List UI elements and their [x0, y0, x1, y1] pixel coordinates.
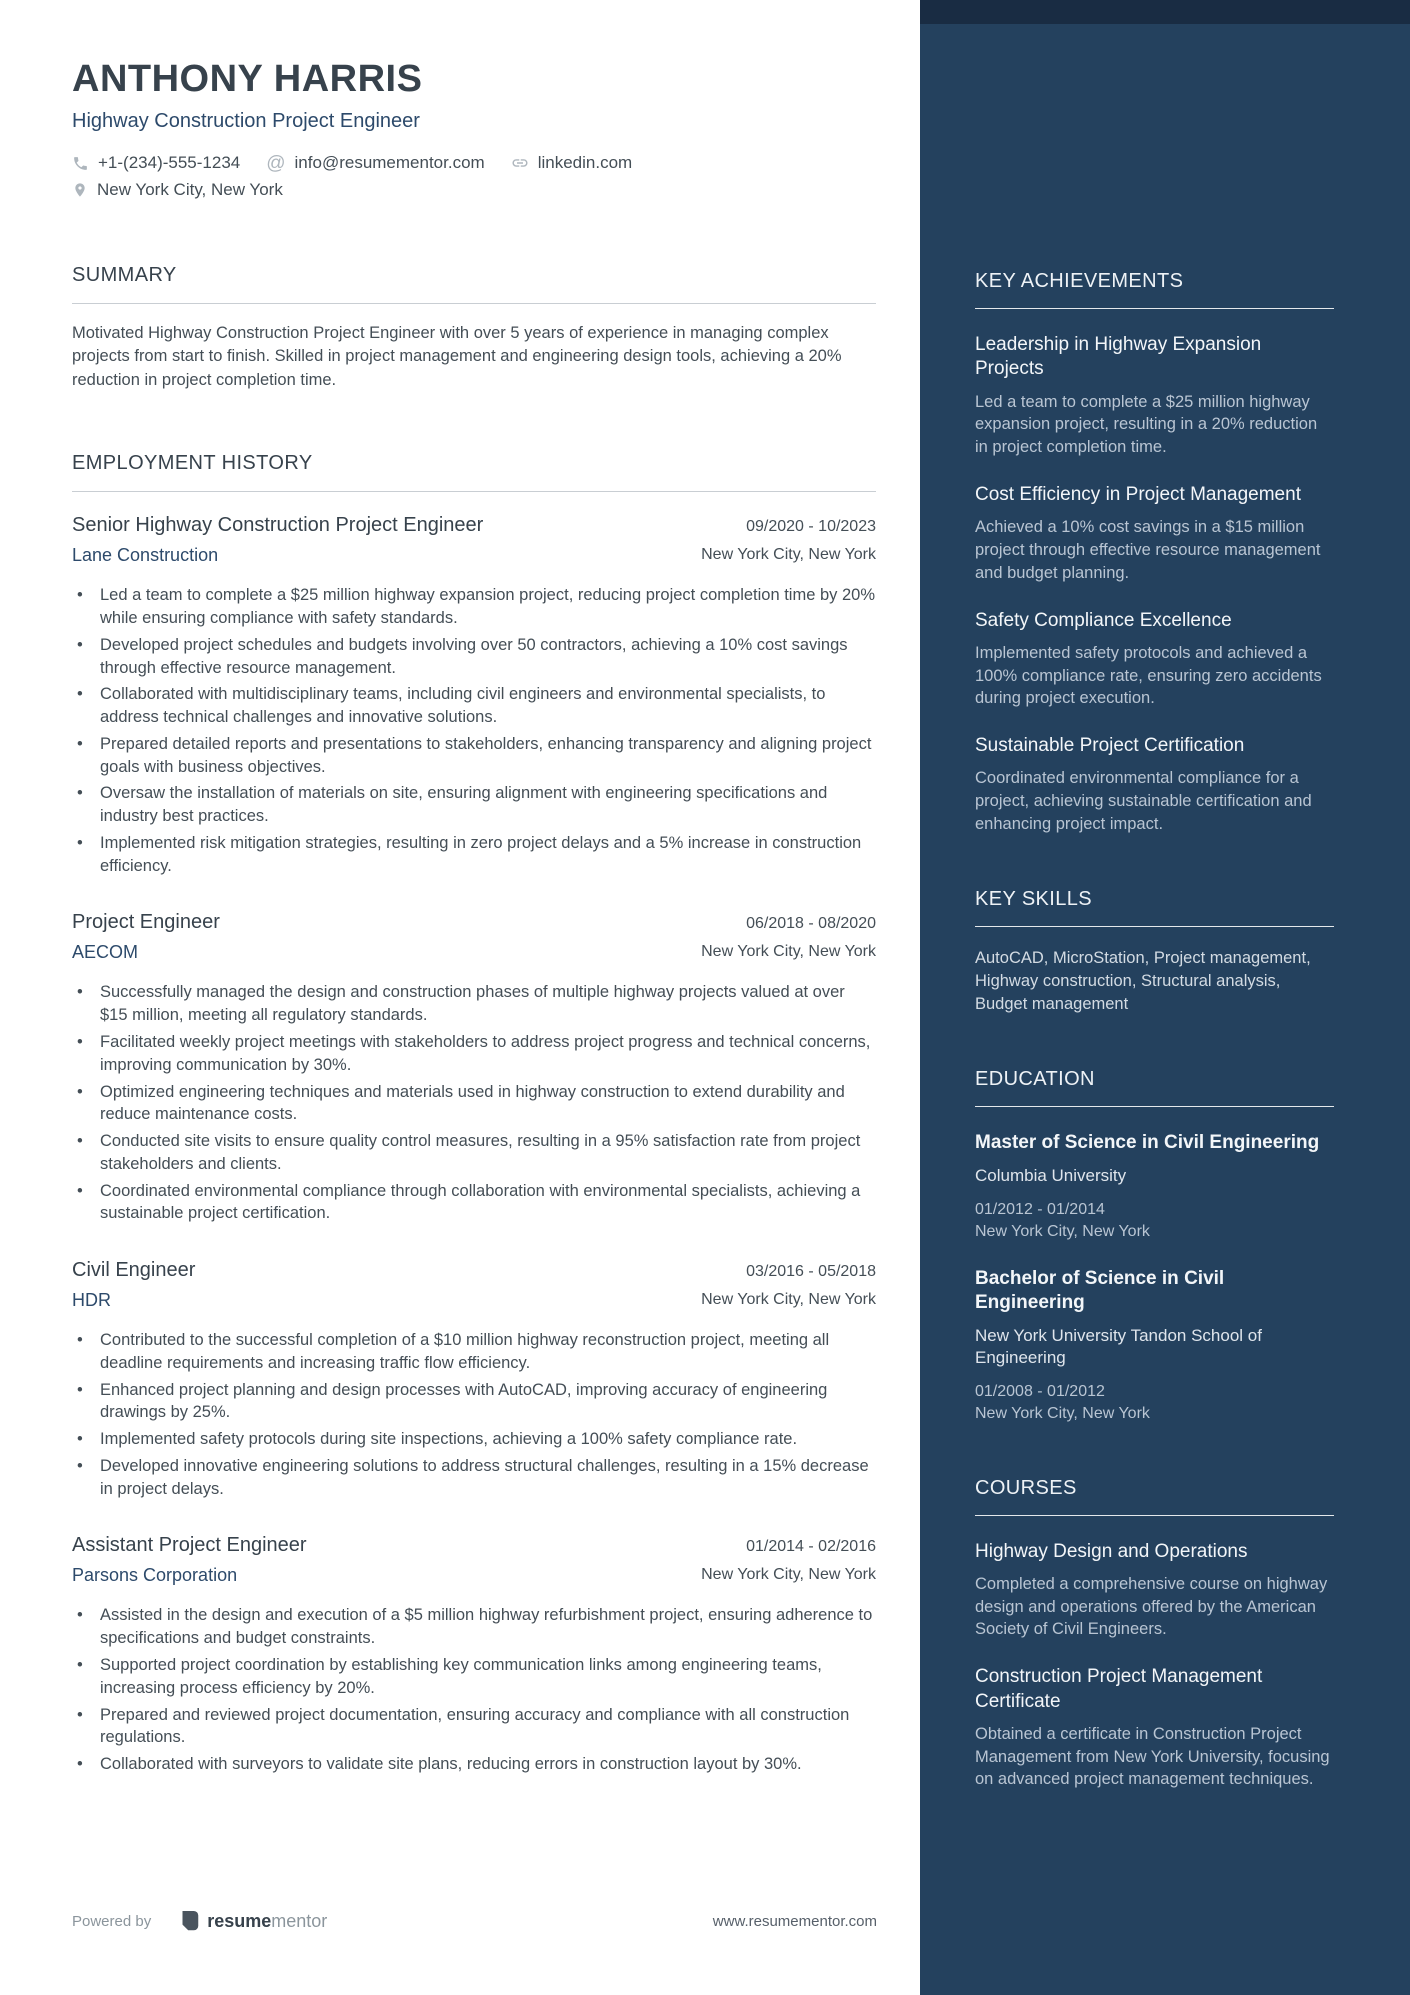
course-item: [975, 1540, 1334, 1642]
achievement-item: [975, 609, 1334, 711]
at-icon: @: [266, 152, 286, 174]
job-bullet: • Coordinated environmental compliance through collaboration with environmental specialists, achieving a sustainable project certification.: [72, 1180, 876, 1226]
course-text: Obtained a certificate in Construction Project Management from New York University, focusing on advanced project management techniques.: [975, 1724, 1330, 1789]
key-skills-heading: KEY SKILLS: [975, 888, 1334, 927]
phone-icon: [72, 155, 89, 172]
job-company: AECOM: [72, 942, 139, 963]
linkedin-item[interactable]: [511, 153, 633, 173]
job-bullet: • Optimized engineering techniques and materials used in highway construction to extend durability and reduce maintenance costs.: [72, 1081, 876, 1127]
achievement-title: Cost Efficiency in Project Management: [975, 483, 1301, 505]
location-pin-icon: [72, 181, 88, 199]
courses-heading: COURSES: [975, 1477, 1334, 1516]
education-school: Columbia University: [975, 1166, 1127, 1186]
job-bullet: • Successfully managed the design and construction phases of multiple highway projects valued at over $15 million, meeting all regulatory standards.: [72, 981, 876, 1027]
job-bullet: • Implemented safety protocols during site inspections, achieving a 100% safety compliance rate.: [72, 1428, 876, 1451]
achievement-title: Safety Compliance Excellence: [975, 609, 1232, 631]
job-title: Civil Engineer: [72, 1259, 196, 1282]
achievement-title: Leadership in Highway Expansion Projects: [975, 334, 1262, 380]
education-school: New York University Tandon School of Engineering: [975, 1326, 1262, 1368]
job-bullet: • Facilitated weekly project meetings with stakeholders to address project progress and technical concerns, improving communication by 30%.: [72, 1031, 876, 1077]
candidate-name: ANTHONY HARRIS: [72, 58, 423, 100]
achievement-item: [975, 483, 1334, 585]
job-company: Lane Construction: [72, 545, 219, 566]
job-dates: 06/2018 - 08/2020: [746, 915, 876, 933]
job-title: Assistant Project Engineer: [72, 1534, 307, 1557]
course-title: Construction Project Management Certificate: [975, 1666, 1263, 1712]
job-bullets: [72, 1329, 876, 1500]
job-bullets: [72, 981, 876, 1225]
job-bullet: • Developed project schedules and budgets involving over 50 contractors, achieving a 10% cost savings through effective resource management.: [72, 634, 876, 680]
logo-text-resume: resume: [207, 1911, 272, 1931]
job-bullet: • Assisted in the design and execution of a $5 million highway refurbishment project, ensuring adherence to specifications and budget constraints.: [72, 1604, 876, 1650]
achievement-text: Led a team to complete a $25 million highway expansion project, resulting in a 20% reduction in project completion time.: [975, 392, 1318, 457]
sidebar-top-band: [920, 0, 1410, 24]
job-bullet: • Prepared and reviewed project documentation, ensuring accuracy and compliance with all construction regulations.: [72, 1704, 876, 1750]
footer: [72, 1910, 877, 1933]
job-company: Parsons Corporation: [72, 1565, 238, 1586]
achievement-text: Achieved a 10% cost savings in a $15 million project through effective resource management and budget planning.: [975, 518, 1321, 582]
job-entry: [72, 1534, 876, 1775]
job-bullets: [72, 584, 876, 877]
job-bullet: • Contributed to the successful completion of a $10 million highway reconstruction project, meeting all deadline requirements and increasing traffic flow efficiency.: [72, 1329, 876, 1375]
job-entry: [72, 911, 876, 1225]
location-item: [72, 180, 283, 200]
email-item[interactable]: [266, 153, 484, 173]
education-degree: Bachelor of Science in Civil Engineering: [975, 1267, 1225, 1313]
achievement-text: Implemented safety protocols and achieved a 100% compliance rate, ensuring zero accidents during project execution.: [975, 643, 1322, 708]
achievement-title: Sustainable Project Certification: [975, 735, 1245, 757]
job-title: Senior Highway Construction Project Engineer: [72, 514, 484, 537]
job-title: Project Engineer: [72, 911, 220, 934]
key-skills-text: AutoCAD, MicroStation, Project management, Highway construction, Structural analysis, Budget management: [975, 948, 1311, 1013]
job-location: New York City, New York: [701, 1566, 876, 1584]
resumementor-logo[interactable]: [179, 1910, 327, 1933]
education-dates: 01/2012 - 01/2014: [975, 1201, 1105, 1219]
job-location: New York City, New York: [701, 546, 876, 564]
powered-by-label: Powered by: [72, 1913, 152, 1930]
achievement-item: [975, 734, 1334, 836]
education-item: [975, 1267, 1334, 1425]
job-bullet: • Led a team to complete a $25 million highway expansion project, reducing project completion time by 20% while ensuring compliance with safety standards.: [72, 584, 876, 630]
job-bullet: • Supported project coordination by establishing key communication links among engineering teams, increasing process efficiency by 20%.: [72, 1654, 876, 1700]
employment-section: [72, 452, 876, 1776]
job-dates: 09/2020 - 10/2023: [746, 518, 876, 536]
summary-text: Motivated Highway Construction Project Engineer with over 5 years of experience in managing complex projects from start to finish. Skilled in project management and engineering design tools, achieving a 20% reduction in project completion time.: [72, 324, 842, 389]
education-degree: Master of Science in Civil Engineering: [975, 1132, 1320, 1154]
education-location: New York City, New York: [975, 1223, 1150, 1241]
job-location: New York City, New York: [701, 1291, 876, 1309]
contact-block: [72, 153, 876, 200]
resumementor-logo-icon: [179, 1910, 200, 1933]
course-text: Completed a comprehensive course on highway design and operations offered by the American Society of Civil Engineers.: [975, 1574, 1328, 1639]
sidebar: [920, 0, 1410, 1995]
job-bullet: • Oversaw the installation of materials on site, ensuring alignment with engineering specifications and industry best practices.: [72, 782, 876, 828]
job-dates: 01/2014 - 02/2016: [746, 1538, 876, 1556]
phone-number: +1-(234)-555-1234: [98, 153, 241, 172]
education-location: New York City, New York: [975, 1405, 1150, 1423]
job-dates: 03/2016 - 05/2018: [746, 1263, 876, 1281]
achievement-item: [975, 333, 1334, 459]
location-text: New York City, New York: [97, 180, 283, 199]
education-dates-location: [975, 1199, 1334, 1242]
link-icon: [511, 154, 529, 172]
job-bullet: • Enhanced project planning and design processes with AutoCAD, improving accuracy of engineering drawings by 25%.: [72, 1379, 876, 1425]
job-entry: [72, 514, 876, 877]
job-company: HDR: [72, 1290, 111, 1311]
summary-section: [72, 264, 876, 392]
education-dates: 01/2008 - 01/2012: [975, 1383, 1105, 1401]
job-entry: [72, 1259, 876, 1500]
course-title: Highway Design and Operations: [975, 1540, 1248, 1562]
logo-text-mentor: mentor: [271, 1911, 328, 1931]
job-bullet: • Developed innovative engineering solutions to address structural challenges, resulting in a 15% decrease in project delays.: [72, 1455, 876, 1501]
job-bullet: • Conducted site visits to ensure quality control measures, resulting in a 95% satisfaction rate from project stakeholders and clients.: [72, 1130, 876, 1176]
email-address[interactable]: info@resumementor.com: [294, 153, 485, 172]
employment-heading: EMPLOYMENT HISTORY: [72, 452, 876, 492]
education-heading: EDUCATION: [975, 1068, 1334, 1107]
summary-heading: SUMMARY: [72, 264, 876, 304]
education-dates-location: [975, 1381, 1334, 1424]
phone-item: [72, 153, 240, 173]
key-achievements-heading: KEY ACHIEVEMENTS: [975, 270, 1334, 309]
job-location: New York City, New York: [701, 943, 876, 961]
job-bullet: • Collaborated with multidisciplinary teams, including civil engineers and environmental specialists, to address technical challenges and innovative solutions.: [72, 683, 876, 729]
course-item: [975, 1665, 1334, 1791]
candidate-title: Highway Construction Project Engineer: [72, 110, 420, 132]
linkedin-url[interactable]: linkedin.com: [537, 153, 633, 172]
job-bullet: • Collaborated with surveyors to validate site plans, reducing errors in construction layout by 30%.: [72, 1753, 876, 1776]
education-item: [975, 1131, 1334, 1243]
job-bullet: • Implemented risk mitigation strategies, resulting in zero project delays and a 5% increase in construction efficiency.: [72, 832, 876, 878]
achievement-text: Coordinated environmental compliance for a project, achieving sustainable certification and enhancing project impact.: [975, 769, 1312, 833]
job-bullet: • Prepared detailed reports and presentations to stakeholders, enhancing transparency and aligning project goals with business objectives.: [72, 733, 876, 779]
footer-website[interactable]: www.resumementor.com: [712, 1913, 877, 1930]
job-bullets: [72, 1604, 876, 1775]
